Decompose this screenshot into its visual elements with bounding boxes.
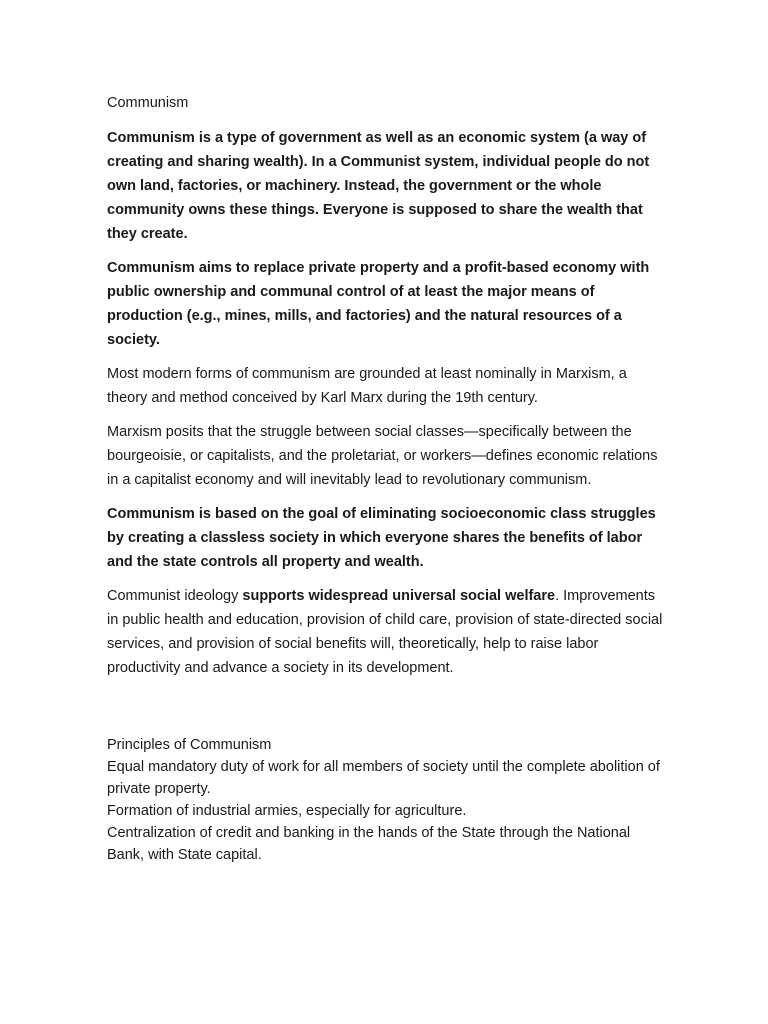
document-title: Communism: [107, 95, 189, 111]
principles-heading: Principles of Communism: [107, 737, 272, 753]
principle-item: Formation of industrial armies, especially for agriculture.: [107, 803, 467, 819]
principle-item: Centralization of credit and banking in the hands of the State through the National Bank, with State capital.: [107, 825, 631, 863]
document-page: [107, 92, 667, 866]
section-spacer: [107, 690, 667, 734]
welfare-emphasis: supports widespread universal social welfare: [242, 588, 556, 604]
paragraph-classless-goal: Communism is based on the goal of eliminating socioeconomic class struggles by creating a classless society in which everyone shares the benefits of labor and the state controls all property and wealth.: [107, 506, 656, 570]
paragraph-definition: Communism is a type of government as well as an economic system (a way of creating and sharing wealth). In a Communist system, individual people do not own land, factories, or machinery. Instead, the government or the whole community owns these things. Everyone is supposed to share the wealth that they create.: [107, 130, 650, 242]
paragraph-marxism-origin: Most modern forms of communism are grounded at least nominally in Marxism, a theory and method conceived by Karl Marx during the 19th century.: [107, 366, 627, 406]
welfare-suffix: . Improvements in public health and education, provision of child care, provision of state-directed social services, and provision of social benefits will, theoretically, help to raise labor productivity and advance a society in its development.: [107, 588, 663, 676]
paragraph-class-struggle: Marxism posits that the struggle between social classes—specifically between the bourgeoisie, or capitalists, and the proletariat, or workers—defines economic relations in a capitalist economy and will inevitably lead to revolutionary communism.: [107, 424, 658, 488]
principle-item: Equal mandatory duty of work for all members of society until the complete abolition of private property.: [107, 759, 660, 797]
principles-section: [107, 734, 667, 866]
welfare-prefix: Communist ideology: [107, 588, 243, 604]
paragraph-aims: Communism aims to replace private property and a profit-based economy with public ownership and communal control of at least the major means of production (e.g., mines, mills, and factories) and the natural resources of a society.: [107, 260, 650, 348]
paragraph-social-welfare: [107, 584, 667, 680]
